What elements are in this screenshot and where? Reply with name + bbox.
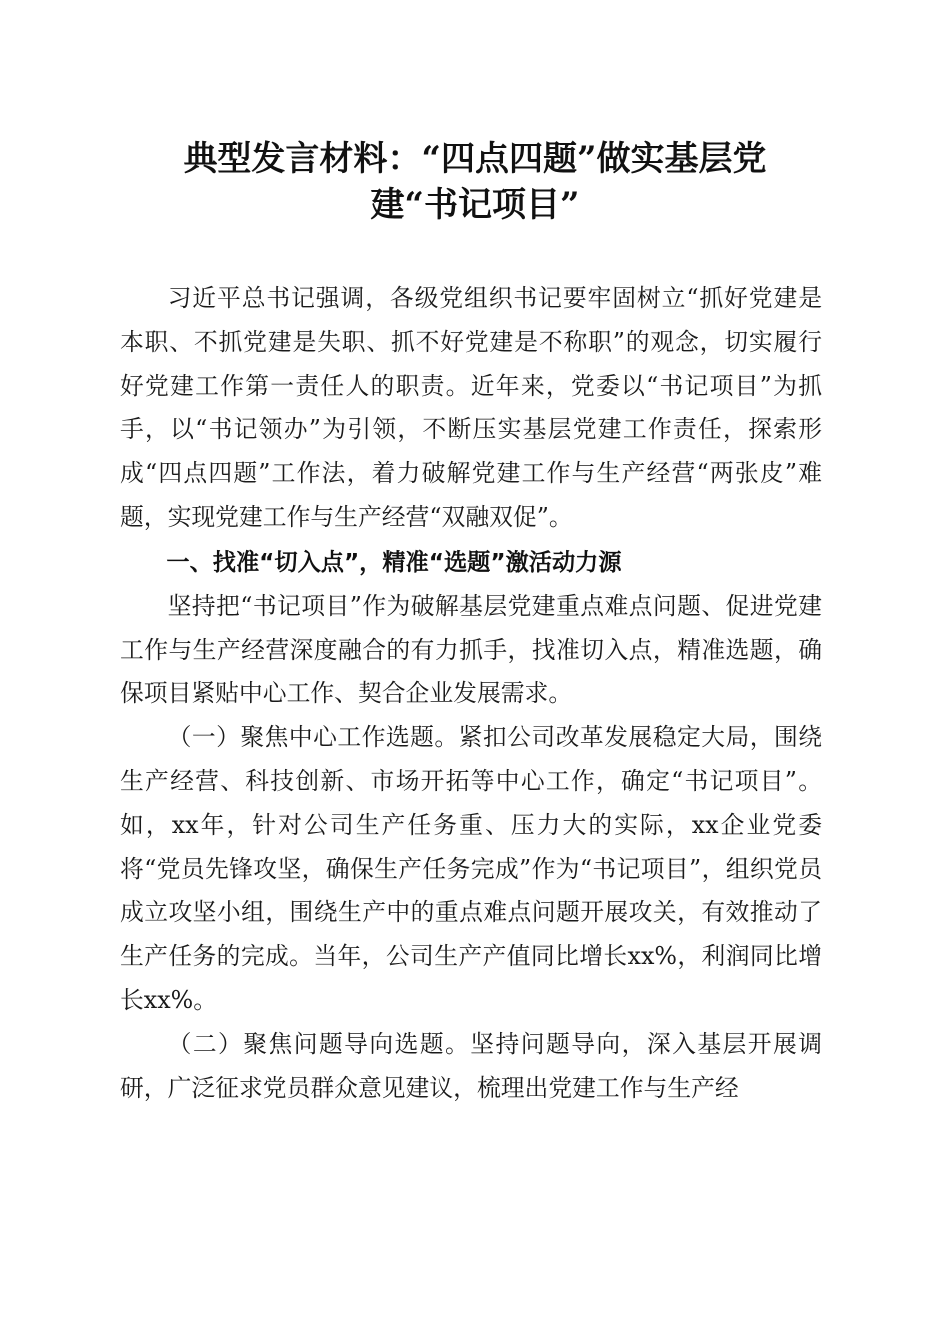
title-line-1: 典型发言材料：“四点四题”做实基层党 [183,139,767,179]
subsection-2-lead: （二）聚焦问题导向选题。 [167,1029,471,1058]
document-title [120,136,830,228]
title-line-2: 建“书记项目” [370,185,580,225]
intro-paragraph: 习近平总书记强调，各级党组织书记要牢固树立“抓好党建是本职、不抓党建是失职、抓不好党建是不称职”的观念，切实履行好党建工作第一责任人的职责。近年来，党委以“书记项目”为抓手，以“书记领办”为引领，不断压实基层党建工作责任，探索形成“四点四题”工作法，着力破解党建工作与生产经营“两张皮”难题，实现党建工作与生产经营“双融双促”。 [120,284,822,531]
subsection-2-text: 坚持问题导向，深入基层开展调研，广泛征求党员群众意见建议，梳理出党建工作与生产经 [120,1029,823,1102]
document-body [120,277,822,1110]
subsection-1-lead: （一）聚焦中心工作选题。 [167,723,459,752]
subsection-1-paragraph [120,716,822,1023]
subsection-1-text: 紧扣公司改革发展稳定大局，围绕生产经营、科技创新、市场开拓等中心工作，确定“书记项目”。如，xx年，针对公司生产任务重、压力大的实际，xx企业党委将“党员先锋攻坚，确保生产任务完成”作为“书记项目”，组织党员成立攻坚小组，围绕生产中的重点难点问题开展攻关，有效推动了生产任务的完成。当年，公司生产产值同比增长xx%，利润同比增长xx%。 [120,723,823,1014]
subsection-2-paragraph [120,1023,822,1111]
section-1-heading: 一、找准“切入点”，精准“选题”激活动力源 [166,548,622,576]
section-1-paragraph: 坚持把“书记项目”作为破解基层党建重点难点问题、促进党建工作与生产经营深度融合的有力抓手，找准切入点，精准选题，确保项目紧贴中心工作、契合企业发展需求。 [120,591,822,708]
